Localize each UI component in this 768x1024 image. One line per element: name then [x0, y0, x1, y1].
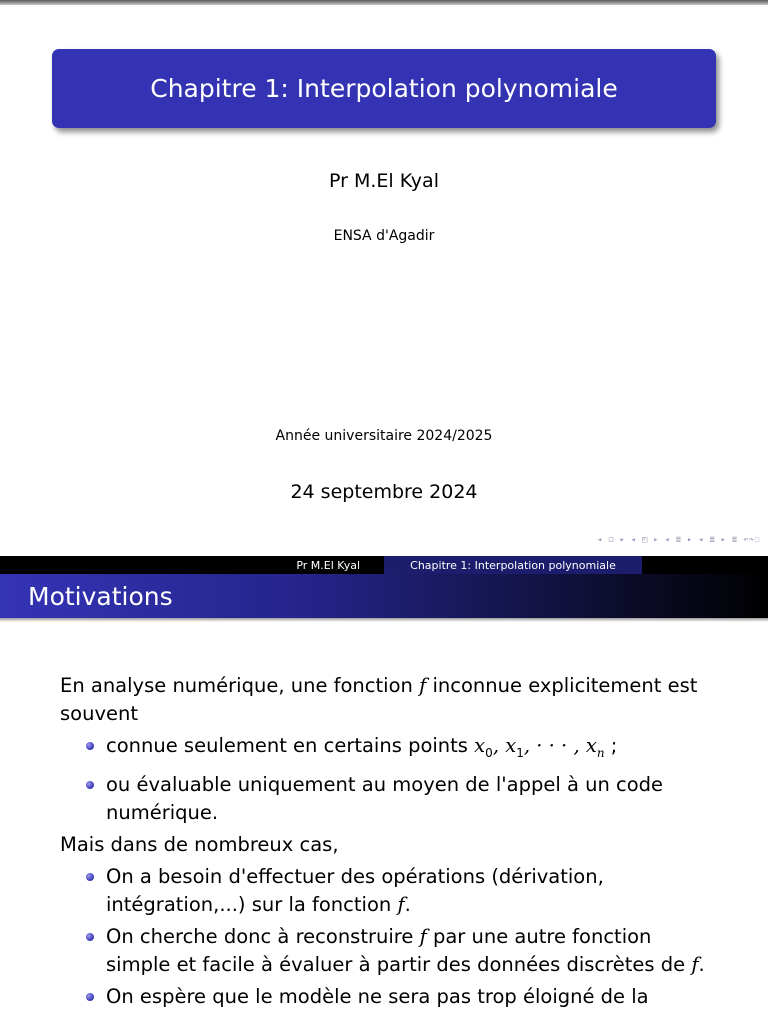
header-author-text: Pr M.El Kyal: [296, 558, 360, 572]
intro-paragraph: [60, 672, 720, 728]
bullet-icon: [86, 993, 94, 1001]
beamer-navigation-icons[interactable]: ◂ ◻ ▸ ◂ ◰ ▸ ◂ ≣ ▸ ◂ ≣ ▸ ≣ ↶↷◌: [597, 535, 760, 545]
list-item: [106, 771, 720, 827]
academic-year: Année universitaire 2024/2025: [275, 428, 493, 444]
frame-title-shadow: [0, 618, 768, 622]
bullet-list-1: [60, 732, 720, 827]
intro-text-a: En analyse numérique, une fonction: [60, 674, 420, 697]
institution: ENSA d'Agadir: [333, 228, 435, 244]
list-item: [106, 732, 720, 767]
author-name: Pr M.El Kyal: [329, 170, 439, 192]
item-text: On espère que le modèle ne sera pas trop éloigné de la: [106, 984, 649, 1008]
item-text: ou évaluable uniquement au moyen de l'appel à un code numérique.: [106, 772, 664, 824]
item-text: par une autre fonction simple et facile à évaluer à partir des données discrètes de: [106, 924, 692, 976]
item-text: On a besoin d'effectuer des opérations (dérivation, intégration,...) sur la fonction: [106, 864, 604, 916]
slide-title-box: [52, 49, 716, 128]
list-item: [106, 923, 720, 979]
header-author: [0, 556, 384, 574]
header-section-title: [384, 556, 642, 574]
item-text-end: ;: [604, 734, 618, 757]
math-f: f: [419, 674, 427, 697]
header-title-text: Chapitre 1: Interpolation polynomiale: [410, 558, 616, 572]
top-border: [0, 0, 768, 5]
list-item: [106, 983, 720, 1011]
item-text-end: .: [698, 952, 705, 976]
slide-body: [60, 672, 720, 1015]
bullet-list-2: [60, 863, 720, 1011]
bullet-icon: [86, 742, 94, 750]
item-text-end: .: [404, 892, 411, 916]
math-f: f: [397, 892, 405, 916]
bullet-icon: [86, 873, 94, 881]
presentation-date: 24 septembre 2024: [290, 481, 478, 503]
list-item: [106, 863, 720, 919]
frame-title-bar: [0, 574, 768, 618]
bullet-icon: [86, 933, 94, 941]
header-fill: [642, 556, 768, 574]
math-x1: , x: [492, 734, 517, 757]
math-sub: n: [596, 745, 605, 760]
item-text: connue seulement en certains points: [106, 734, 475, 757]
middle-paragraph: Mais dans de nombreux cas,: [60, 832, 339, 856]
intro-text-b: inconnue explicitement est souvent: [60, 674, 698, 725]
math-sub: 1: [516, 745, 524, 760]
math-x0: x: [474, 734, 486, 757]
math-f: f: [419, 924, 427, 948]
slide-title: Chapitre 1: Interpolation polynomiale: [150, 74, 618, 103]
frame-title: Motivations: [28, 581, 173, 611]
slide-header-bar: [0, 556, 768, 574]
item-text: On cherche donc à reconstruire: [106, 924, 420, 948]
bullet-icon: [86, 781, 94, 789]
math-sub: 0: [485, 745, 493, 760]
math-dots: , · · · , x: [523, 734, 597, 757]
math-f: f: [691, 952, 699, 976]
